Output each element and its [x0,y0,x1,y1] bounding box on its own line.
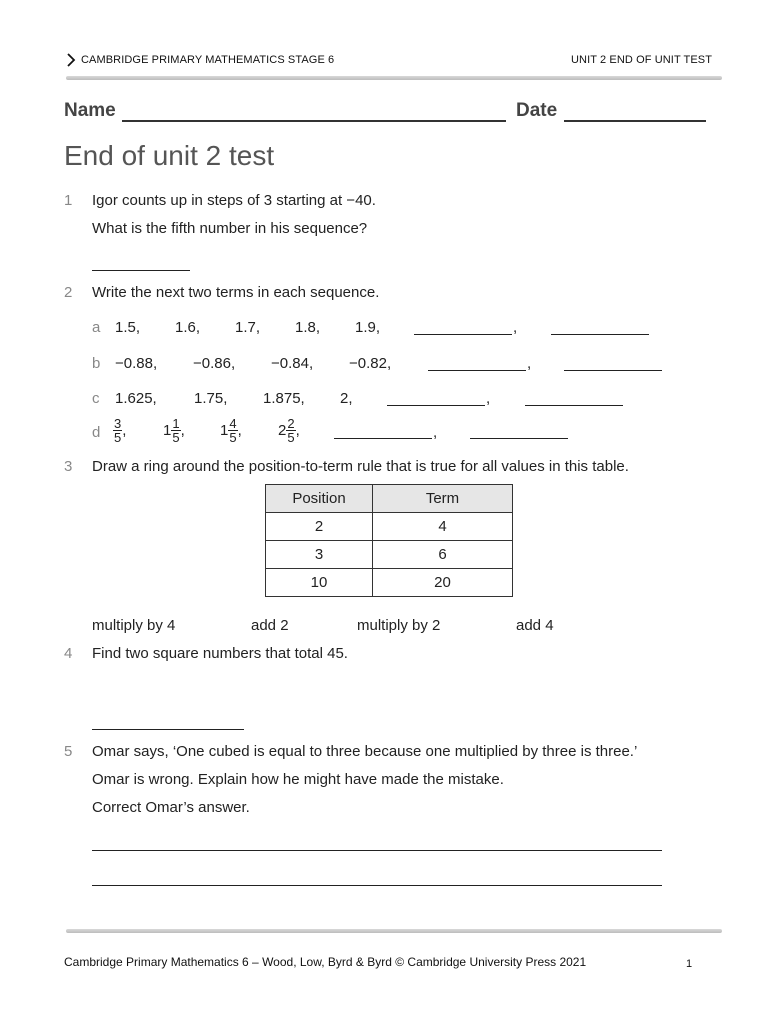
answer-line[interactable] [92,270,190,271]
rule-option[interactable]: multiply by 2 [357,617,441,634]
sequence-term: 2, [340,390,353,407]
page-number: 1 [686,958,693,970]
footer-divider [66,929,722,933]
rule-option[interactable]: add 2 [251,617,289,634]
sequence-term: −0.84, [271,355,314,372]
question-text: Omar says, ‘One cubed is equal to three because one multiplied by three is three.’ [92,743,638,760]
sequence-term: 1.6, [175,319,201,336]
fraction-term: 2 $\frac{2}{5}$ , [278,416,300,445]
column-header: Position [266,485,373,513]
sequence-term: 1.5, [115,319,141,336]
position-term-table [265,484,513,597]
fraction-term: $\frac{3}{5}$ , [114,416,127,445]
sequence-term: −0.86, [193,355,236,372]
page-title: End of unit 2 test [64,140,275,171]
question-number: 1 [64,192,73,209]
answer-line[interactable] [387,405,485,406]
table-cell: 20 [373,569,513,597]
answer-line[interactable] [92,729,244,730]
sequence-term: 1.875, [263,390,305,407]
footer-credit: Cambridge Primary Mathematics 6 – Wood, Low, Byrd & Byrd © Cambridge University Press 2021 [64,955,587,969]
question-text: Igor counts up in steps of 3 starting at −40. [92,192,376,209]
fraction-term: 1 $\frac{4}{5}$ , [220,416,242,445]
date-label: Date [516,100,558,121]
answer-line[interactable] [334,438,432,439]
answer-line[interactable] [470,438,568,439]
table-row [266,513,513,541]
sequence-term: −0.88, [115,355,158,372]
subpart-label: d [92,424,101,441]
subpart-label: c [92,390,100,407]
sequence-term: 1.9, [355,319,381,336]
fraction-term: 1 $\frac{1}{5}$ , [163,416,185,445]
header-title: CAMBRIDGE PRIMARY MATHEMATICS STAGE 6 [81,54,335,66]
answer-line[interactable] [92,850,662,851]
answer-line[interactable] [414,334,512,335]
separator-comma: , [433,424,438,441]
question-text: Correct Omar’s answer. [92,799,250,816]
separator-comma: , [486,390,491,407]
separator-comma: , [513,319,518,336]
rule-option[interactable]: add 4 [516,617,554,634]
answer-line[interactable] [564,370,662,371]
sequence-term: −0.82, [349,355,392,372]
sequence-term: 1.7, [235,319,261,336]
answer-line[interactable] [428,370,526,371]
table-cell: 10 [266,569,373,597]
sequence-term: 1.75, [194,390,228,407]
question-number: 5 [64,743,73,760]
header-unit: UNIT 2 END OF UNIT TEST [571,54,713,66]
question-text: Omar is wrong. Explain how he might have made the mistake. [92,771,504,788]
answer-line[interactable] [525,405,623,406]
table-cell: 2 [266,513,373,541]
sequence-term: 1.8, [295,319,321,336]
question-number: 3 [64,458,73,475]
table-header-row [266,485,513,513]
question-text: Draw a ring around the position-to-term rule that is true for all values in this table. [92,458,629,475]
question-text: Find two square numbers that total 45. [92,645,348,662]
subpart-label: a [92,319,101,336]
separator-comma: , [527,355,532,372]
table-row [266,569,513,597]
answer-line[interactable] [551,334,649,335]
answer-line[interactable] [92,885,662,886]
column-header: Term [373,485,513,513]
table-row [266,541,513,569]
sequence-term: 1.625, [115,390,157,407]
question-number: 4 [64,645,73,662]
table-cell: 4 [373,513,513,541]
rule-option[interactable]: multiply by 4 [92,617,176,634]
header-chevron-icon [66,52,76,73]
table-cell: 3 [266,541,373,569]
name-label: Name [64,100,116,121]
date-field[interactable] [564,120,706,122]
question-text: What is the fifth number in his sequence? [92,220,368,237]
question-number: 2 [64,284,73,301]
header-divider [66,76,722,80]
subpart-label: b [92,355,101,372]
question-text: Write the next two terms in each sequence. [92,284,380,301]
table-cell: 6 [373,541,513,569]
name-field[interactable] [122,120,506,122]
